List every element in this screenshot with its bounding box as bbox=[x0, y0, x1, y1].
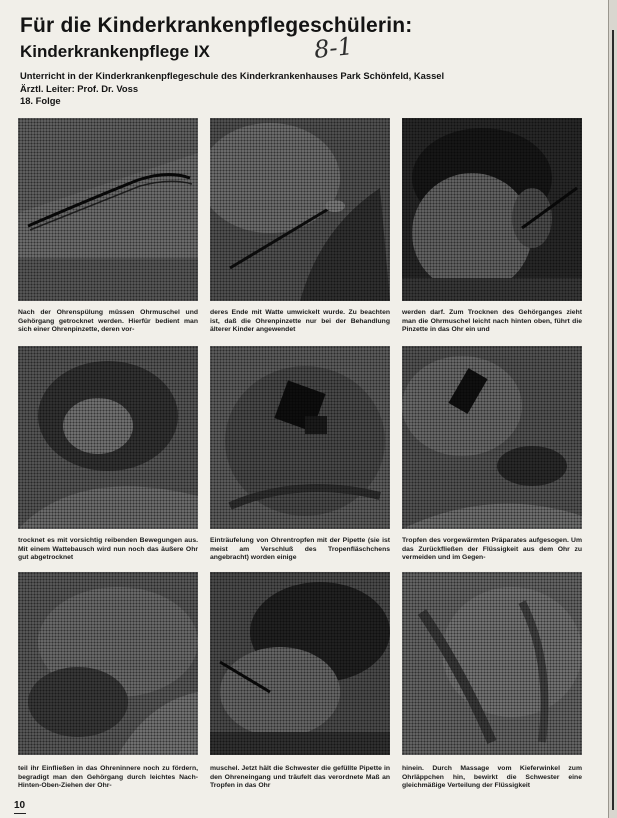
handwritten-note: 8-1 bbox=[312, 32, 355, 64]
photo-jaw-massage bbox=[402, 572, 582, 755]
page-title: Für die Kinderkrankenpflegeschülerin: bbox=[20, 14, 413, 37]
caption-1: Nach der Ohrenspülung müssen Ohrmuschel und Gehörgang getrocknet werden. Hierfür bedient man sich einer Ohrenpinzette, deren vor- bbox=[18, 309, 198, 334]
caption-8: muschel. Jetzt hält die Schwester die gefüllte Pipette in den Ohreneingang und träufelt das verordnete Maß an Tropfen in das Ohr bbox=[210, 765, 390, 790]
info-line-episode: 18. Folge bbox=[20, 95, 61, 106]
photo-child-ear-drying bbox=[402, 118, 582, 301]
photo-ear-forceps bbox=[18, 118, 198, 301]
caption-2: deres Ende mit Watte umwickelt wurde. Zu beachten ist, daß die Ohrenpinzette nur bei der Behandlung älterer Kinder angewendet bbox=[210, 309, 390, 334]
page-edge bbox=[608, 0, 617, 818]
photo-ear-drops-bottle bbox=[210, 346, 390, 529]
photo-pipette-filling bbox=[402, 346, 582, 529]
caption-9: hinein. Durch Massage vom Kieferwinkel zum Ohrläppchen hin, bewirkt die Schwester eine gleichmäßige Verteilung der Flüssigkeit bbox=[402, 765, 582, 790]
info-line-institution: Unterricht in der Kinderkrankenpflegeschule des Kinderkrankenhauses Park Schönfeld, Kassel bbox=[20, 70, 445, 81]
photo-cotton-wrapped-forceps bbox=[210, 118, 390, 301]
page-subtitle: Kinderkrankenpflege IX bbox=[20, 42, 210, 61]
page-number: 10 bbox=[14, 800, 26, 811]
photo-wiping-outer-ear bbox=[18, 346, 198, 529]
caption-4: trocknet es mit vorsichtig reibenden Bewegungen aus. Mit einem Wattebausch wird nun noch das äußere Ohr gut abgetrocknet bbox=[18, 537, 198, 562]
article-info bbox=[20, 70, 444, 108]
caption-3: werden darf. Zum Trocknen des Gehörganges zieht man die Ohrmuschel leicht nach hinten oben, führt die Pinzette in das Ohr ein und bbox=[402, 309, 582, 334]
photo-pipette-in-ear bbox=[210, 572, 390, 755]
caption-5: Einträufelung von Ohrentropfen mit der Pipette (sie ist meist am Verschluß des Tropenfläschchens angebracht) worden einige bbox=[210, 537, 390, 562]
caption-6: Tropfen des vorgewärmten Präparates aufgesogen. Um das Zurückfließen der Flüssigkeit aus dem Ohr zu vermeiden und im Gegen- bbox=[402, 537, 582, 562]
info-line-director: Ärztl. Leiter: Prof. Dr. Voss bbox=[20, 82, 139, 94]
photo-straightening-ear-canal bbox=[18, 572, 198, 755]
caption-7: teil ihr Einfließen in das Ohreninnere noch zu fördern, begradigt man den Gehörgang durch leichtes Nach-Hinten-Oben-Ziehen der Ohr- bbox=[18, 765, 198, 790]
